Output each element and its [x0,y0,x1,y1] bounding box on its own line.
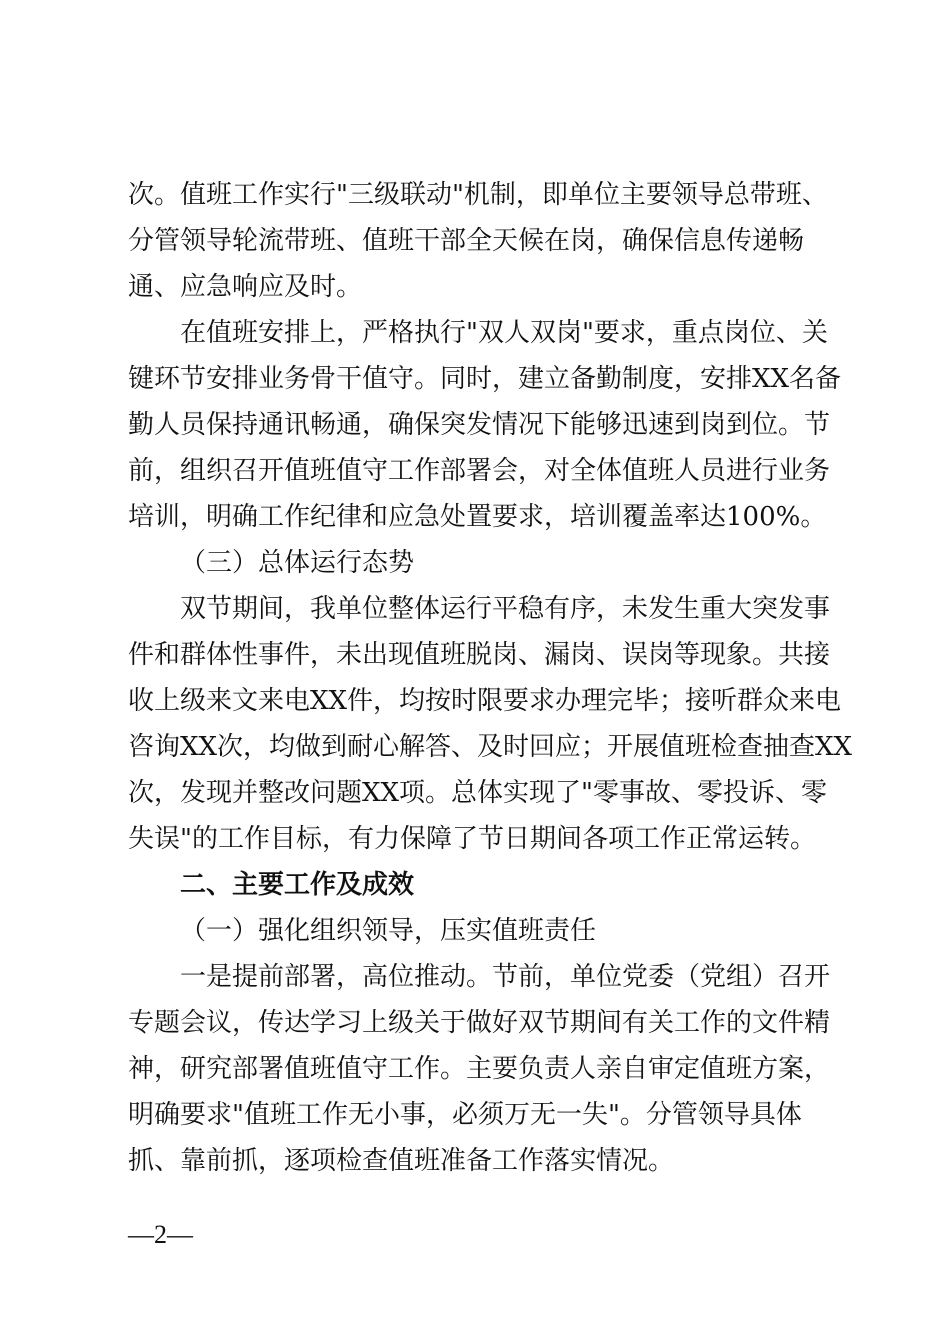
body-text-line: 次。值班工作实行"三级联动"机制，即单位主要领导总带班、 [128,180,828,210]
body-text-line: 在值班安排上，严格执行"双人双岗"要求，重点岗位、关 [180,318,828,348]
body-text-line: 收上级来文来电XX件，均按时限要求办理完毕；接听群众来电 [128,686,842,716]
body-text-line: 次，发现并整改问题XX项。总体实现了"零事故、零投诉、零 [128,778,827,808]
body-text-line: 分管领导轮流带班、值班干部全天候在岗，确保信息传递畅 [128,226,805,256]
body-text-line: 前，组织召开值班值守工作部署会，对全体值班人员进行业务 [128,456,831,486]
body-text-line: 通、应急响应及时。 [128,272,363,302]
page-number: —2— [128,1220,193,1249]
section-heading: 二、主要工作及成效 [180,870,415,900]
body-text-line: 件和群体性事件，未出现值班脱岗、漏岗、误岗等现象。共接 [128,640,831,670]
body-text-line: 培训，明确工作纪律和应急处置要求，培训覆盖率达100%。 [128,502,827,532]
section-subheading: （三）总体运行态势 [180,548,415,578]
body-text-line: 咨询XX次，均做到耐心解答、及时回应；开展值班检查抽查XX [128,732,853,762]
body-text-line: 抓、靠前抓，逐项检查值班准备工作落实情况。 [128,1146,675,1176]
body-text-line: 双节期间，我单位整体运行平稳有序，未发生重大突发事 [180,594,831,624]
section-subheading: （一）强化组织领导，压实值班责任 [180,916,597,946]
body-text-line: 神，研究部署值班值守工作。主要负责人亲自审定值班方案， [128,1054,831,1084]
body-text-line: 失误"的工作目标，有力保障了节日期间各项工作正常运转。 [128,824,816,854]
body-text-line: 键环节安排业务骨干值守。同时，建立备勤制度，安排XX名备 [128,364,842,394]
body-text-line: 专题会议，传达学习上级关于做好双节期间有关工作的文件精 [128,1008,831,1038]
body-text-line: 一是提前部署，高位推动。节前，单位党委（党组）召开 [180,962,831,992]
body-text-line: 勤人员保持通讯畅通，确保突发情况下能够迅速到岗到位。节 [128,410,831,440]
body-text-line: 明确要求"值班工作无小事，必须万无一失"。分管领导具体 [128,1100,802,1130]
